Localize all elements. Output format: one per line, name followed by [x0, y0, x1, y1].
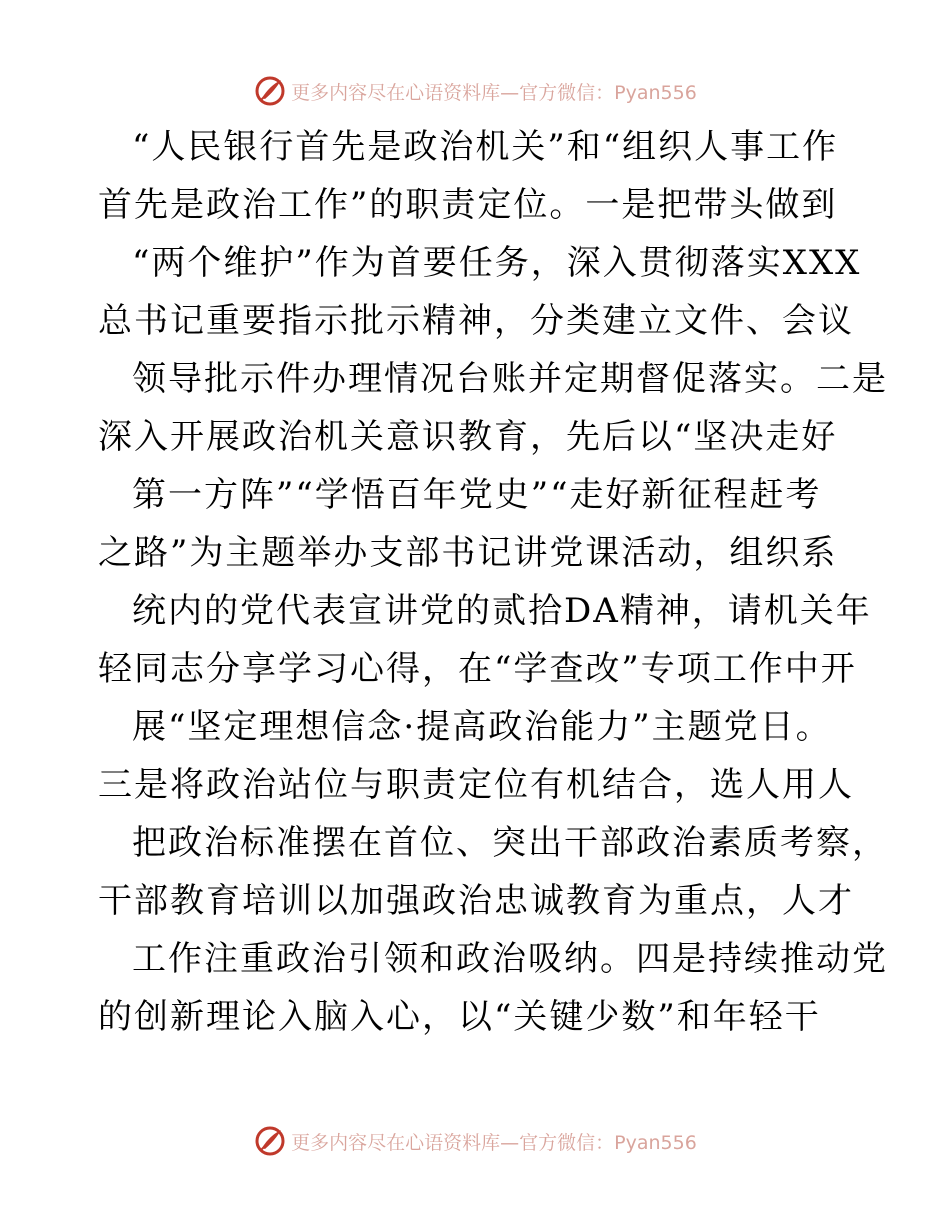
text-line: 总书记重要指示批示精神，分类建立文件、会议	[98, 301, 854, 341]
text-line: 的创新理论入脑入心，以“关键少数”和年轻干	[98, 997, 821, 1037]
text-line: 三是将政治站位与职责定位有机结合，选人用人	[98, 765, 854, 805]
text-line: 把政治标准摆在首位、突出干部政治素质考察，	[132, 823, 888, 863]
text-line: “两个维护”作为首要任务，深入贯彻落实XXX	[132, 243, 862, 283]
watermark-text: 更多内容尽在心语资料库—官方微信：Pyan556	[291, 1131, 697, 1154]
text-line: 深入开展政治机关意识教育，先后以“坚决走好	[98, 417, 838, 457]
text-line: 统内的党代表宣讲党的贰拾DA精神，请机关年	[132, 591, 872, 631]
footer-watermark	[0, 1124, 950, 1158]
header-watermark	[0, 74, 950, 108]
watermark-text: 更多内容尽在心语资料库—官方微信：Pyan556	[291, 81, 697, 104]
text-line: 工作注重政治引领和政治吸纳。四是持续推动党	[132, 939, 888, 979]
text-line: 之路”为主题举办支部书记讲党课活动，组织系	[98, 533, 838, 573]
text-line: “人民银行首先是政治机关”和“组织人事工作	[132, 127, 839, 167]
text-line: 第一方阵”“学悟百年党史”“走好新征程赶考	[132, 475, 822, 515]
text-line: 首先是政治工作”的职责定位。一是把带头做到	[98, 185, 838, 225]
text-line: 轻同志分享学习心得，在“学查改”专项工作中开	[98, 649, 857, 689]
text-line: 领导批示件办理情况台账并定期督促落实。二是	[132, 359, 888, 399]
text-line: 展“坚定理想信念·提高政治能力”主题党日。	[132, 707, 832, 747]
quill-logo-icon	[253, 1124, 287, 1158]
quill-logo-icon	[253, 74, 287, 108]
text-line: 干部教育培训以加强政治忠诚教育为重点，人才	[98, 881, 854, 921]
